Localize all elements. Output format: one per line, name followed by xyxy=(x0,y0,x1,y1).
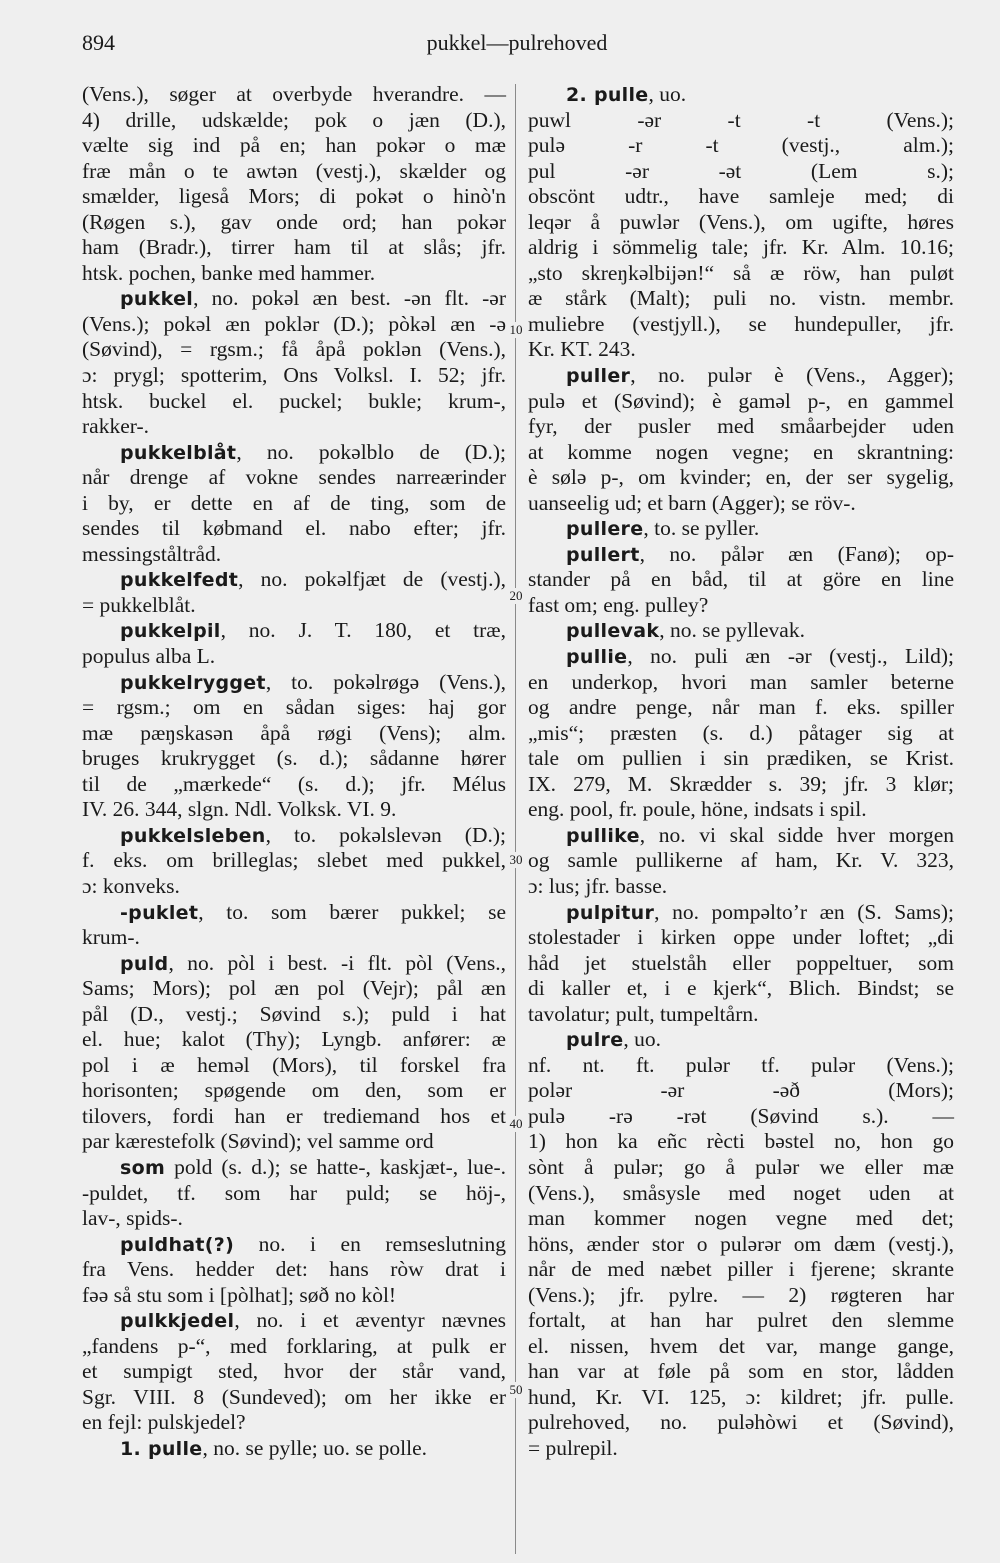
left-column-line: pål (D., vestj.; Søvind s.); puld i hat xyxy=(82,1001,506,1026)
left-column-line: (Vens.); pokəl æn poklər (D.); pòkəl æn -ə xyxy=(82,311,506,336)
right-column-line: eng. pool, fr. poule, höne, indsats i spil. xyxy=(528,797,867,822)
entry-headword: pukkelpil xyxy=(120,620,221,643)
right-column-line: en underkop, hvori man samler beterne xyxy=(528,669,954,694)
right-column-line: hund, Kr. VI. 125, ɔ: kildret; jfr. pulle. xyxy=(528,1384,954,1409)
right-column-line: pulrehoved, no. puləhòwi et (Søvind), xyxy=(528,1410,954,1435)
right-column-line: tavolatur; pult, tumpeltårn. xyxy=(528,1001,759,1026)
right-column-line: muliebre (vestjyll.), se hundepuller, jfr. xyxy=(528,311,954,336)
left-column-line xyxy=(82,823,506,849)
right-column-line: polər -ər -əð (Mors); xyxy=(528,1078,954,1103)
left-column-line xyxy=(82,567,506,593)
right-column-line: pulə -r -t (vestj., alm.); xyxy=(528,133,954,158)
entry-text: no. i en remseslutning xyxy=(234,1231,506,1256)
entry-text: , uo. xyxy=(623,1027,662,1052)
right-column-line: Kr. KT. 243. xyxy=(528,337,636,362)
left-column-line: IV. 26. 344, slgn. Ndl. Volksk. VI. 9. xyxy=(82,797,397,822)
entry-headword: pukkel xyxy=(120,288,194,311)
left-column-line: htsk. pochen, banke med hammer. xyxy=(82,260,376,285)
right-column-line: når de med næbet piller i fjerene; skrante xyxy=(528,1257,954,1282)
entry-text: , no. pompəltoʼr æn (S. Sams); xyxy=(654,899,954,924)
right-column-line: „mis“; præsten (s. d.) påtager sig at xyxy=(528,720,954,745)
right-column-line: 1) hon ka eñc rècti bəstel no, hon go xyxy=(528,1129,954,1154)
left-column-line: ham (Bradr.), tirrer ham til at slås; jfr. xyxy=(82,235,506,260)
line-number-20: 20 xyxy=(505,588,527,604)
right-column-line: höns, ænder stor o pulərər om dæm (vestj.), xyxy=(528,1231,954,1256)
right-column-line: „sto skreŋkəlbijən!“ så æ röw, han puløt xyxy=(528,260,954,285)
entry-text: , to. pokəlslevən (D.); xyxy=(265,822,506,847)
right-column-line: nf. nt. ft. pulər tf. pulər (Vens.); xyxy=(528,1052,954,1077)
right-column-line: at komme nogen vegne; en skrantning: xyxy=(528,439,954,464)
right-column-line xyxy=(528,1027,954,1053)
right-column-line xyxy=(528,542,954,568)
right-column-line: æ stårk (Malt); puli no. vistn. membr. xyxy=(528,286,954,311)
entry-text: , no. i et æventyr nævnes xyxy=(234,1308,506,1333)
right-column-line xyxy=(528,363,954,389)
right-column-line: puwl -ər -t -t (Vens.); xyxy=(528,107,954,132)
entry-text: , no. puli æn -ər (vestj., Lild); xyxy=(627,644,954,669)
entry-text: , no. J. T. 180, et træ, xyxy=(220,618,506,643)
entry-headword: som xyxy=(120,1156,166,1179)
left-column-line: „fandens p-“, med forklaring, at pulk er xyxy=(82,1333,506,1358)
right-column-line: (Vens.), småsysle med noget uden at xyxy=(528,1180,954,1205)
entry-text: , to. se pyller. xyxy=(643,516,760,541)
right-column-line xyxy=(528,900,954,926)
entry-text: , no. pulər è (Vens., Agger); xyxy=(630,363,954,388)
entry-text: , no. se pyllevak. xyxy=(659,618,805,643)
left-column-line: i by, er dette en af de ting, som de xyxy=(82,490,506,515)
left-column-line: rakker-. xyxy=(82,414,150,439)
entry-text: , to. som bærer pukkel; se xyxy=(198,899,506,924)
entry-headword: pukkelfedt xyxy=(120,569,239,592)
left-column-line: = rgsm.; om en sådan siges: haj gor xyxy=(82,695,506,720)
entry-headword: pullert xyxy=(566,543,640,566)
entry-headword: pulre xyxy=(566,1029,624,1052)
left-column-line: ɔ: prygl; spotterim, Ons Volksl. I. 52; jfr. xyxy=(82,363,506,388)
left-column-line: Sgr. VIII. 8 (Sundeved); om her ikke er xyxy=(82,1384,506,1409)
entry-text: , no. pòl i best. -i flt. pòl (Vens., xyxy=(168,950,506,975)
left-column-line xyxy=(82,286,506,312)
right-column-line: håd jet stuelståh eller poppeltuer, som xyxy=(528,950,954,975)
left-column-line: f. eks. om brilleglas; slebet med pukkel, xyxy=(82,848,506,873)
entry-headword: pullike xyxy=(566,824,640,847)
right-column-line: fyr, der pusler med småarbejder uden xyxy=(528,414,954,439)
right-column xyxy=(528,82,954,1462)
right-column-line: sònt å pulər; go å pulər we eller mæ xyxy=(528,1154,954,1179)
entry-headword: pullere xyxy=(566,518,644,541)
left-column-line xyxy=(82,1232,506,1258)
right-column-line: ɔ: lus; jfr. basse. xyxy=(528,873,668,898)
left-column-line: (Røgen s.), gav onde ord; han pokər xyxy=(82,209,506,234)
entry-headword: puld xyxy=(120,952,169,975)
right-column-line: obscönt udtr., have samleje med; di xyxy=(528,184,954,209)
right-column-line: è sølə p-, om kvinder; en, der ser sygelig, xyxy=(528,465,954,490)
left-column-line: krum-. xyxy=(82,925,140,950)
right-column-line xyxy=(528,82,954,108)
entry-headword: pukkelrygget xyxy=(120,671,266,694)
entry-headword: 2. pulle xyxy=(566,84,649,106)
entry-headword: pulpitur xyxy=(566,901,655,924)
right-column-line: man kommer nogen vegne med det; xyxy=(528,1206,954,1231)
left-column-line: til de „mærkede“ (s. d.); jfr. Mélus xyxy=(82,771,506,796)
page-number: 894 xyxy=(82,30,115,55)
right-column-line: el. nissen, hvem det var, mange gange, xyxy=(528,1333,954,1358)
running-title: pukkel—pulrehoved xyxy=(426,30,608,55)
left-column-line: når drenge af vokne sendes narreærinder xyxy=(82,465,506,490)
entry-headword: pullevak xyxy=(566,620,660,643)
left-column-line: pol i æ heməl (Mors), til forskel fra xyxy=(82,1052,506,1077)
left-column-line: = pukkelblåt. xyxy=(82,592,196,617)
left-column-line xyxy=(82,1155,506,1181)
entry-text: , to. pokəlrøgə (Vens.), xyxy=(265,669,506,694)
entry-text: , no. pålər æn (Fanø); op- xyxy=(639,541,954,566)
left-column-line xyxy=(82,951,506,977)
right-column-line: pulə et (Søvind); è gaməl p-, en gammel xyxy=(528,388,954,413)
entry-text: , no. vi skal sidde hver morgen xyxy=(639,822,954,847)
entry-text: , no. pokəlfjæt de (vestj.), xyxy=(238,567,506,592)
right-column-line: IX. 279, M. Skrædder s. 39; jfr. 3 klør; xyxy=(528,771,954,796)
left-column-line: fəə så stu som i [pòlhat]; søð no kòl! xyxy=(82,1282,397,1307)
left-column-line: bruges krukrygget (s. d.); sådanne hører xyxy=(82,746,506,771)
left-column-line: ɔ: konveks. xyxy=(82,873,180,898)
right-column-line: di kaller et, i e kjerk“, Blich. Bindst; se xyxy=(528,976,954,1001)
left-column xyxy=(82,82,506,1462)
left-column-line xyxy=(82,618,506,644)
left-column-line: (Vens.), søger at overbyde hverandre. — xyxy=(82,82,506,106)
left-column-line: populus alba L. xyxy=(82,644,216,669)
left-column-line xyxy=(82,440,506,466)
right-column-line: fast om; eng. pulley? xyxy=(528,592,709,617)
entry-headword: pulkkjedel xyxy=(120,1310,235,1333)
left-column-line: et sumpigt sted, hvor der står vand, xyxy=(82,1359,506,1384)
left-column-line: 4) drille, udskælde; pok o jæn (D.), xyxy=(82,107,506,132)
line-number-30: 30 xyxy=(505,852,527,868)
right-column-line: aldrig i sömmelig tale; jfr. Kr. Alm. 10.16; xyxy=(528,235,954,260)
entry-headword: puldhat(?) xyxy=(120,1233,235,1256)
left-column-line: messingståltråd. xyxy=(82,541,222,566)
line-number-10: 10 xyxy=(505,322,527,338)
entry-headword: pukkelblåt xyxy=(120,441,237,464)
left-column-line: en fejl: pulskjedel? xyxy=(82,1410,246,1435)
line-number-50: 50 xyxy=(505,1382,527,1398)
right-column-line: pulə -rə -rət (Søvind s.). — xyxy=(528,1103,954,1128)
right-column-line: og andre penge, når man f. eks. spiller xyxy=(528,695,954,720)
right-column-line: fortalt, at han har pulret den slemme xyxy=(528,1308,954,1333)
right-column-line: = pulrepil. xyxy=(528,1435,618,1460)
entry-headword: 1. pulle xyxy=(120,1437,203,1460)
right-column-line: pul -ər -ət (Lem s.); xyxy=(528,158,954,183)
entry-headword: pullie xyxy=(566,646,628,669)
right-column-line xyxy=(528,618,954,644)
left-column-line: tilovers, fordi han er trediemand hos et xyxy=(82,1103,506,1128)
entry-headword: puller xyxy=(566,365,631,388)
left-column-line: horisonten; spøgende om den, som er xyxy=(82,1078,506,1103)
left-column-line: (Søvind), = rgsm.; få åpå poklən (Vens.), xyxy=(82,337,506,362)
right-column-line: stolestader i kirken oppe under loftet; „di xyxy=(528,925,954,950)
left-column-line xyxy=(82,1308,506,1334)
right-column-line: og samle pullikerne af ham, Kr. V. 323, xyxy=(528,848,954,873)
left-column-line: htsk. buckel el. puckel; bukle; krum-, xyxy=(82,388,506,413)
left-column-line: vælte sig ind på en; han pokər o mæ xyxy=(82,133,506,158)
left-column-line xyxy=(82,670,506,696)
right-column-line: stander på en båd, til at göre en line xyxy=(528,567,954,592)
left-column-line: Sams; Mors); pol æn pol (Vejr); pål æn xyxy=(82,976,506,1001)
left-column-line: smælder, ligeså Mors; di pokət o hinò'n xyxy=(82,184,506,209)
entry-text: , no. pokəl æn best. -ən flt. -ər xyxy=(193,286,506,311)
column-divider xyxy=(515,84,516,1554)
right-column-line xyxy=(528,823,954,849)
right-column-line: han var at føle på som en stor, lådden xyxy=(528,1359,954,1384)
right-column-line: tale om pullien i sin prædiken, se Krist. xyxy=(528,746,954,771)
right-column-line: (Vens.); jfr. pylre. — 2) røgteren har xyxy=(528,1282,954,1307)
entry-text: , no. pokəlblo de (D.); xyxy=(236,439,506,464)
line-number-40: 40 xyxy=(505,1116,527,1132)
left-column-line: mæ pæŋskasən åpå røgi (Vens); alm. xyxy=(82,720,506,745)
left-column-line: fræ mån o te awtən (vestj.), skælder og xyxy=(82,158,506,183)
running-header xyxy=(82,30,952,62)
right-column-line xyxy=(528,644,954,670)
left-column-line: el. hue; kalot (Thy); Lyngb. anfører: æ xyxy=(82,1027,506,1052)
entry-text: pold (s. d.); se hatte-, kaskjæt-, lue-. xyxy=(165,1154,506,1179)
right-column-line: leqər å puwlər (Vens.), om ugifte, høres xyxy=(528,209,954,234)
right-column-line: uanseelig ud; et barn (Agger); se röv-. xyxy=(528,490,856,515)
left-column-line: par kærestefolk (Søvind); vel samme ord xyxy=(82,1129,434,1154)
entry-headword: -puklet xyxy=(120,901,199,924)
left-column-line: sendes til købmand el. nabo efter; jfr. xyxy=(82,516,506,541)
left-column-line: -puldet, tf. som har puld; se höj-, xyxy=(82,1180,506,1205)
entry-text: , uo. xyxy=(648,82,687,106)
entry-text: , no. se pylle; uo. se polle. xyxy=(202,1435,428,1460)
left-column-line xyxy=(82,900,506,926)
entry-headword: pukkelsleben xyxy=(120,824,266,847)
right-column-line xyxy=(528,516,954,542)
left-column-line: lav-, spids-. xyxy=(82,1206,183,1231)
left-column-line: fra Vens. hedder det: hans ròw drat i xyxy=(82,1257,506,1282)
left-column-line xyxy=(82,1436,506,1462)
